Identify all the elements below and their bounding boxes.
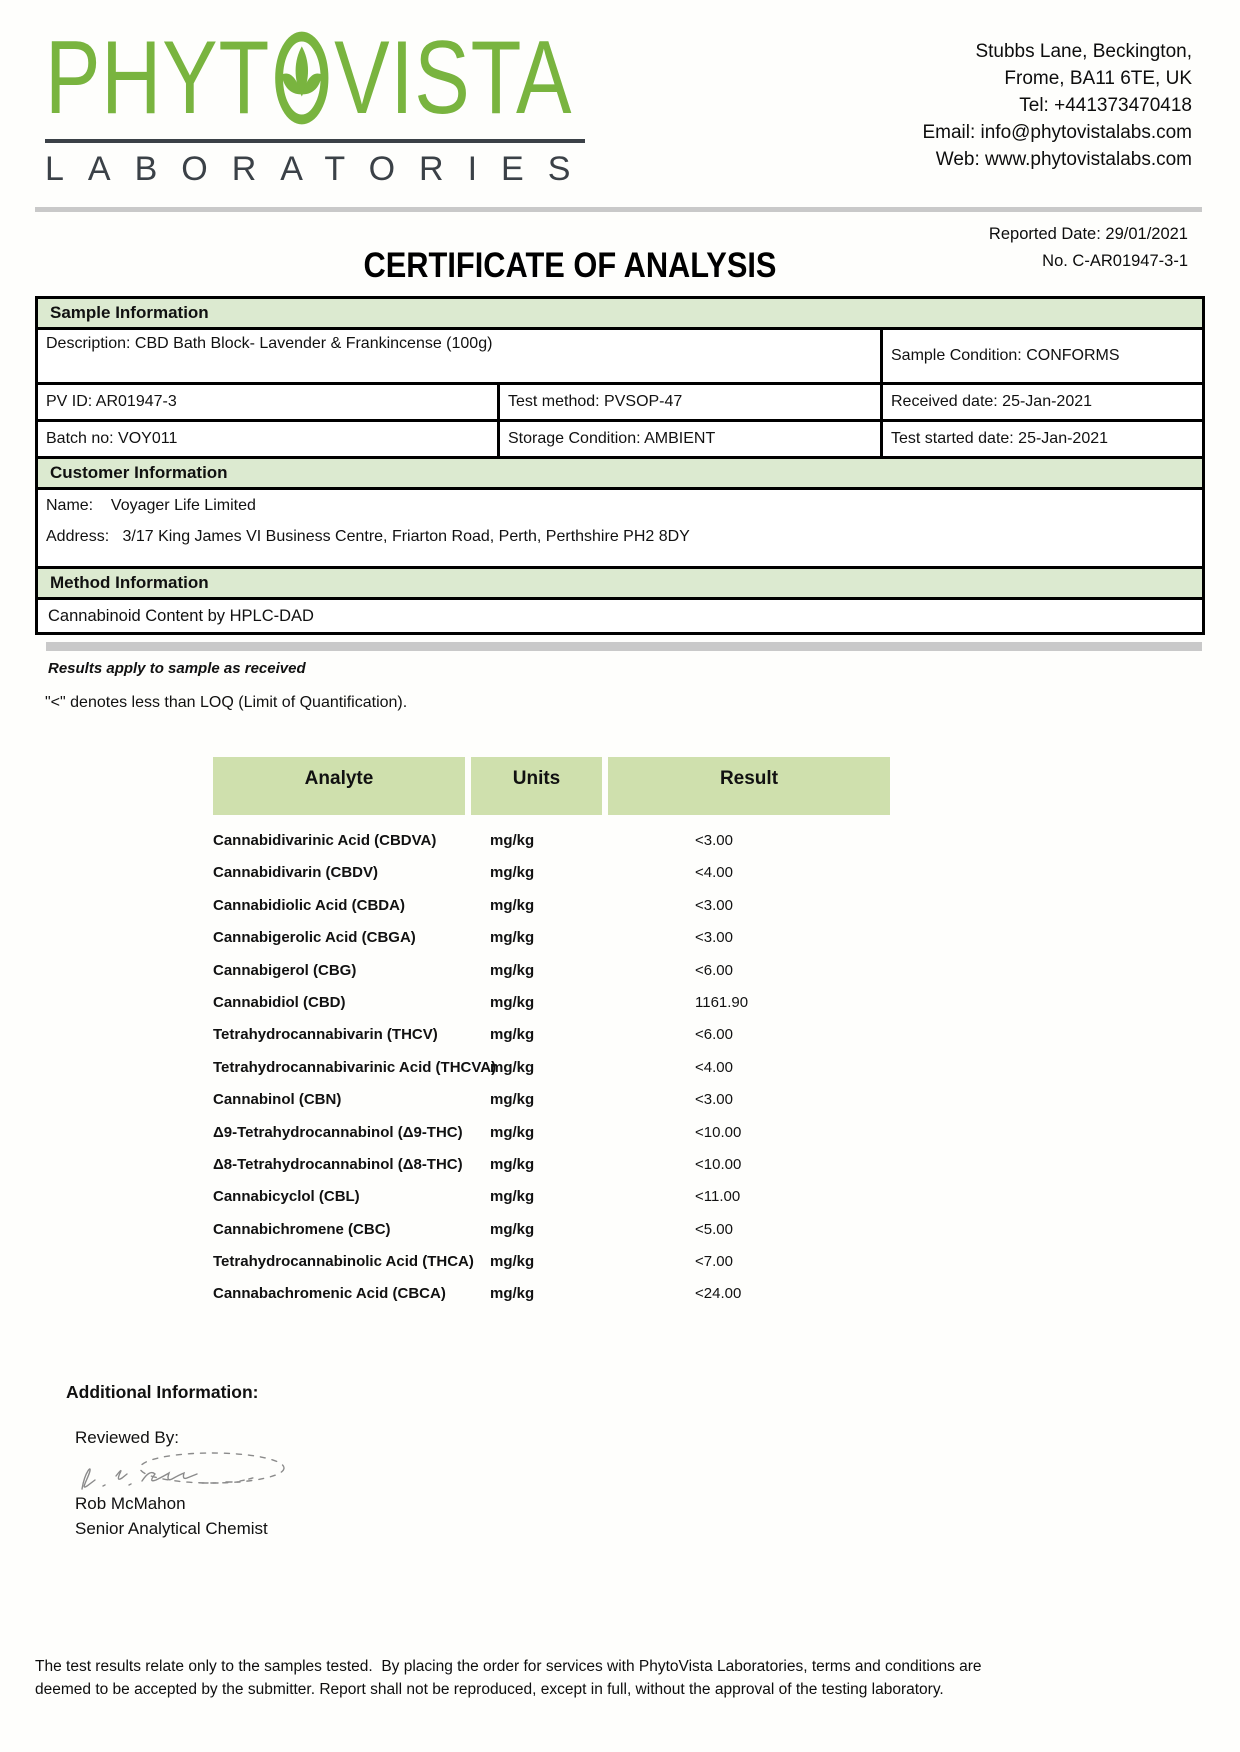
analyte-units: mg/kg [490, 1188, 535, 1206]
reviewed-by-label: Reviewed By: [75, 1428, 179, 1447]
results-header-analyte: Analyte [213, 757, 465, 815]
analyte-name: Cannabidiolic Acid (CBDA) [213, 896, 405, 914]
table-row [0, 1147, 1240, 1179]
table-row [0, 1212, 1240, 1244]
analyte-result: <3.00 [695, 929, 733, 947]
table-row [0, 855, 1240, 887]
analyte-result: <3.00 [695, 1091, 733, 1109]
analyte-units: mg/kg [490, 1026, 535, 1044]
analyte-name: Cannabidivarinic Acid (CBDVA) [213, 832, 437, 849]
table-row [0, 1082, 1240, 1114]
analyte-name: Tetrahydrocannabinolic Acid (THCA) [213, 1253, 474, 1271]
logo-wordmark [45, 20, 573, 136]
results-header-units: Units [471, 757, 602, 815]
logo-divider [45, 139, 585, 143]
table-row [0, 1050, 1240, 1082]
test-method: Test method: PVSOP-47 [497, 385, 880, 419]
analyte-units: mg/kg [490, 993, 535, 1011]
header-divider-rule [35, 207, 1202, 212]
received-date: Received date: 25-Jan-2021 [880, 385, 1202, 419]
sample-ids-row [38, 385, 1202, 422]
loq-note: "<" denotes less than LOQ (Limit of Quantification). [45, 694, 408, 711]
additional-information-label: Additional Information: [66, 1382, 259, 1402]
analyte-result: <10.00 [695, 1123, 742, 1141]
table-row [0, 888, 1240, 920]
analyte-name: Cannabinol (CBN) [213, 1091, 342, 1109]
analyte-units: mg/kg [490, 1058, 535, 1076]
analyte-units: mg/kg [490, 1123, 535, 1141]
analyte-name: Tetrahydrocannabivarin (THCV) [213, 1026, 438, 1044]
analyte-result: <5.00 [695, 1220, 733, 1238]
reviewer-name: Rob McMahon [75, 1494, 186, 1513]
analyte-result: <24.00 [695, 1285, 742, 1303]
phytovista-logo [45, 20, 704, 189]
table-row [0, 1244, 1240, 1276]
analyte-result: <11.00 [695, 1188, 741, 1206]
analyte-units: mg/kg [490, 832, 535, 849]
analyte-result: <6.00 [695, 1026, 733, 1044]
analyte-name: Δ9-Tetrahydrocannabinol (Δ9-THC) [213, 1123, 463, 1141]
analyte-name: Δ8-Tetrahydrocannabinol (Δ8-THC) [213, 1155, 463, 1173]
table-row [0, 823, 1240, 855]
sample-condition: Sample Condition: CONFORMS [880, 330, 1202, 382]
reviewer-title: Senior Analytical Chemist [75, 1519, 268, 1538]
analyte-units: mg/kg [490, 896, 535, 914]
analyte-name: Cannabidiol (CBD) [213, 993, 346, 1011]
table-row [0, 1017, 1240, 1049]
analyte-units: mg/kg [490, 1285, 535, 1303]
table-row [0, 1179, 1240, 1211]
signature-scribble-icon [72, 1447, 292, 1499]
analyte-name: Cannabachromenic Acid (CBCA) [213, 1285, 446, 1303]
contact-address-line: Frome, BA11 6TE, UK [1004, 68, 1192, 89]
batch-no: Batch no: VOY011 [46, 430, 178, 447]
section-header-customer-information: Customer Information [38, 459, 1202, 490]
analyte-result: <7.00 [695, 1253, 733, 1271]
customer-name: Name: Voyager Life Limited [46, 497, 256, 514]
analyte-result: 1161.90 [695, 993, 749, 1011]
table-row [0, 1276, 1240, 1308]
analyte-units: mg/kg [490, 864, 535, 882]
report-number: No. C-AR01947-3-1 [1042, 252, 1188, 270]
lotus-leaf-icon [274, 30, 330, 126]
sample-description: Description: CBD Bath Block- Lavender & Frankincense (100g) [46, 335, 493, 352]
contact-phone: Tel: +441373470418 [1019, 95, 1192, 116]
analyte-name: Cannabigerol (CBG) [213, 961, 357, 979]
customer-address: Address: 3/17 King James VI Business Centre, Friarton Road, Perth, Perthshire PH2 8DY [46, 528, 690, 545]
section-header-sample-information: Sample Information [38, 299, 1202, 330]
analyte-name: Tetrahydrocannabivarinic Acid (THCVA) [213, 1058, 497, 1076]
analyte-units: mg/kg [490, 961, 535, 979]
logo-text-phyt: PHYT [45, 20, 271, 136]
analyte-result: <10.00 [695, 1155, 742, 1173]
analyte-result: <4.00 [695, 864, 733, 882]
analyte-result: <3.00 [695, 896, 733, 914]
analyte-units: mg/kg [490, 929, 535, 947]
analyte-units: mg/kg [490, 1220, 535, 1238]
disclaimer-line: deemed to be accepted by the submitter. Report shall not be reproduced, except in full, without the approval of the testing laboratory. [35, 1681, 944, 1698]
section-header-method-information: Method Information [38, 569, 1202, 600]
storage-condition: Storage Condition: AMBIENT [497, 422, 880, 456]
table-row [0, 1115, 1240, 1147]
test-started-date: Test started date: 25-Jan-2021 [880, 422, 1202, 456]
page-title: CERTIFICATE OF ANALYSIS [363, 246, 777, 285]
sample-description-row [38, 330, 1202, 385]
customer-details [38, 490, 1202, 569]
contact-email: Email: info@phytovistalabs.com [922, 122, 1192, 143]
table-row [0, 953, 1240, 985]
info-table [35, 296, 1205, 635]
disclaimer-line: The test results relate only to the samples tested. By placing the order for services with PhytoVista Laboratories, terms and conditions are [35, 1658, 982, 1675]
contact-address-line: Stubbs Lane, Beckington, [975, 41, 1192, 62]
analyte-units: mg/kg [490, 1155, 535, 1173]
sample-batch-row [38, 422, 1202, 459]
results-header-result: Result [608, 757, 890, 815]
logo-text-vista: VISTA [334, 20, 573, 136]
table-row [0, 985, 1240, 1017]
logo-laboratories-text: LABORATORIES [45, 150, 595, 188]
analyte-name: Cannabicyclol (CBL) [213, 1188, 360, 1206]
disclaimer-footer [35, 1655, 1210, 1701]
contact-web: Web: www.phytovistalabs.com [935, 149, 1192, 170]
analyte-units: mg/kg [490, 1091, 535, 1109]
method-description: Cannabinoid Content by HPLC-DAD [48, 606, 314, 625]
results-apply-note: Results apply to sample as received [48, 660, 306, 677]
analyte-name: Cannabidivarin (CBDV) [213, 864, 379, 882]
analyte-result: <4.00 [695, 1058, 733, 1076]
table-shadow-rule [46, 642, 1202, 651]
lab-contact-info [922, 38, 1192, 173]
pv-id: PV ID: AR01947-3 [46, 393, 177, 410]
reported-date: Reported Date: 29/01/2021 [988, 225, 1188, 243]
analyte-result: <3.00 [695, 832, 733, 849]
results-table-body [0, 823, 1240, 1309]
table-row [0, 920, 1240, 952]
analyte-name: Cannabichromene (CBC) [213, 1220, 391, 1238]
analyte-units: mg/kg [490, 1253, 535, 1271]
analyte-name: Cannabigerolic Acid (CBGA) [213, 929, 416, 947]
analyte-result: <6.00 [695, 961, 733, 979]
